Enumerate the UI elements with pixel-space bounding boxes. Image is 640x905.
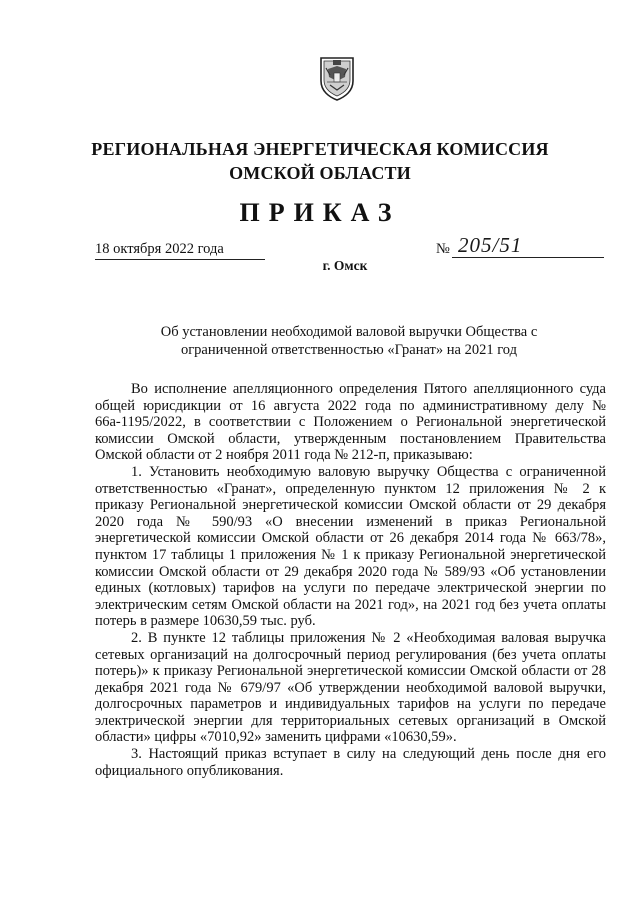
city-label: г. Омск [322, 258, 368, 273]
clause-1-paragraph: 1. Установить необходимую валовую выручку Общества с ограниченной ответственностью «Гранат», определенную пунктом 12 приложения № 2 к приказу Региональной энергетической комиссии Омской области от 29 декабря 2020 года № 590/93 «О внесении изменений в приказ Региональной энергетической комиссии Омской области от 26 декабря 2014 года № 663/78», пунктом 17 таблицы 1 приложения № 1 к приказу Региональной энергетической комиссии Омской области от 29 декабря 2020 года № 589/93 «Об установлении единых (котловых) тарифов на услуги по передаче электрической энергии по электрическим сетям Омской области на 2021 год», на 2021 год без учета оплаты потерь в размере 10630,59 тыс. руб. [95, 463, 606, 630]
order-number-label: № [436, 241, 450, 257]
order-subject [95, 323, 603, 359]
coat-of-arms-icon [318, 55, 356, 101]
clause-3-paragraph: 3. Настоящий приказ вступает в силу на следующий день после дня его официального опубликования. [95, 746, 606, 779]
preamble-paragraph: Во исполнение апелляционного определения Пятого апелляционного суда общей юрисдикции от 16 августа 2022 года по административному делу № 66а-1195/2022, в соответствии с Положением о Региональной энергетической комиссии Омской области, утвержденным постановлением Правительства Омской области от 2 ноября 2011 года № 212-п, приказываю: [95, 381, 606, 464]
organization-name-line2: ОМСКОЙ ОБЛАСТИ [229, 163, 411, 183]
order-date: 18 октября 2022 года [95, 241, 265, 260]
order-body [95, 381, 606, 779]
subject-line1: Об установлении необходимой валовой выручки Общества с [160, 324, 538, 340]
clause-2-paragraph: 2. В пункте 12 таблицы приложения № 2 «Необходимая валовая выручка сетевых организаций на долгосрочный период регулирования (без учета оплаты потерь)» к приказу Региональной энергетической комиссии Омской области от 28 декабря 2021 года № 679/97 «Об утверждении необходимой валовой выручки, долгосрочных параметров и индивидуальных тарифов на услуги по передаче электрической энергии для территориальных сетевых организаций в Омской области» цифры «7010,92» заменить цифрами «10630,59». [95, 629, 606, 746]
document-type-title: ПРИКАЗ [239, 198, 401, 227]
organization-name-line1: РЕГИОНАЛЬНАЯ ЭНЕРГЕТИЧЕСКАЯ КОМИССИЯ [91, 139, 549, 159]
subject-line2: ограниченной ответственностью «Гранат» на 2021 год [180, 342, 517, 358]
order-number-handwritten: 205/51 [458, 233, 523, 257]
